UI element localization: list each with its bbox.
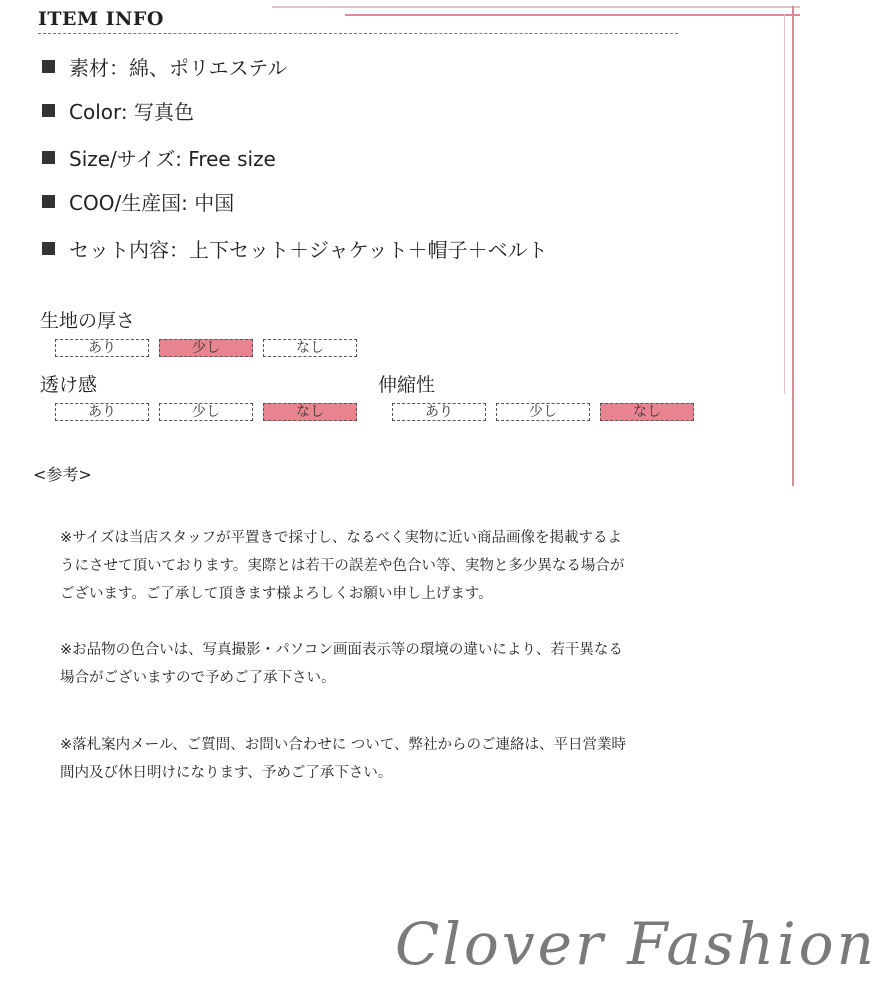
- note-line: ございます。ご了承して頂きます様よろしくお願い申し上げます。: [60, 586, 493, 602]
- note-line: ※お品物の色合いは、写真撮影・パソコン画面表示等の環境の違いにより、若干異なる: [60, 642, 623, 658]
- note-line: ※落札案内メール、ご質問、お問い合わせに ついて、弊社からのご連絡は、平日営業時: [60, 737, 627, 753]
- square-bullet-icon: [42, 151, 55, 164]
- option-ari: あり: [55, 403, 149, 421]
- note-size: [60, 524, 690, 608]
- stretch-label: 伸縮性: [378, 374, 436, 396]
- spec-text: 素材：綿、ポリエステル: [69, 55, 288, 80]
- note-line: うにさせて頂いております。実際とは若干の誤差や色合い等、実物と多少異なる場合が: [60, 558, 625, 574]
- note-line: ※サイズは当店スタッフが平置きで採寸し、なるべく実物に近い商品画像を掲載するよ: [60, 530, 622, 546]
- spec-text: Color: 写真色: [69, 99, 194, 124]
- decorative-frame-line: [792, 6, 794, 486]
- note-line: 間内及び休日明けになります、予めご了承下さい。: [60, 765, 393, 781]
- reference-title: <参考>: [33, 465, 92, 484]
- transparency-options: [55, 403, 367, 421]
- option-ari: あり: [55, 339, 149, 357]
- option-ari: あり: [392, 403, 486, 421]
- note-contact: [60, 731, 690, 787]
- note-line: 場合がございますので予めご了承下さい。: [60, 670, 336, 686]
- spec-item-size: [42, 141, 276, 173]
- stretch-options: [392, 403, 704, 421]
- spec-item-origin: [42, 185, 234, 217]
- decorative-frame-line: [345, 14, 800, 16]
- note-color: [60, 636, 690, 692]
- thickness-options: [55, 339, 367, 357]
- transparency-label: 透け感: [40, 374, 98, 396]
- option-sukoshi: 少し: [159, 403, 253, 421]
- square-bullet-icon: [42, 60, 55, 73]
- spec-item-color: [42, 94, 194, 126]
- option-sukoshi: 少し: [496, 403, 590, 421]
- decorative-frame-line: [784, 14, 785, 394]
- square-bullet-icon: [42, 195, 55, 208]
- option-sukoshi: 少し: [159, 339, 253, 357]
- thickness-label: 生地の厚さ: [40, 310, 136, 332]
- spec-text: COO/生産国: 中国: [69, 190, 235, 215]
- spec-item-material: [42, 50, 287, 82]
- page-title: ITEM INFO: [38, 8, 164, 30]
- option-nashi: なし: [263, 339, 357, 357]
- option-nashi: なし: [600, 403, 694, 421]
- spec-text: セット内容：上下セット＋ジャケット＋帽子＋ベルト: [69, 237, 548, 262]
- option-nashi: なし: [263, 403, 357, 421]
- square-bullet-icon: [42, 242, 55, 255]
- spec-item-set-contents: [42, 232, 548, 264]
- square-bullet-icon: [42, 104, 55, 117]
- decorative-frame-line: [272, 6, 800, 8]
- brand-logo: Clover Fashion: [395, 910, 877, 978]
- header-divider: [38, 33, 678, 34]
- spec-text: Size/サイズ: Free size: [69, 146, 276, 171]
